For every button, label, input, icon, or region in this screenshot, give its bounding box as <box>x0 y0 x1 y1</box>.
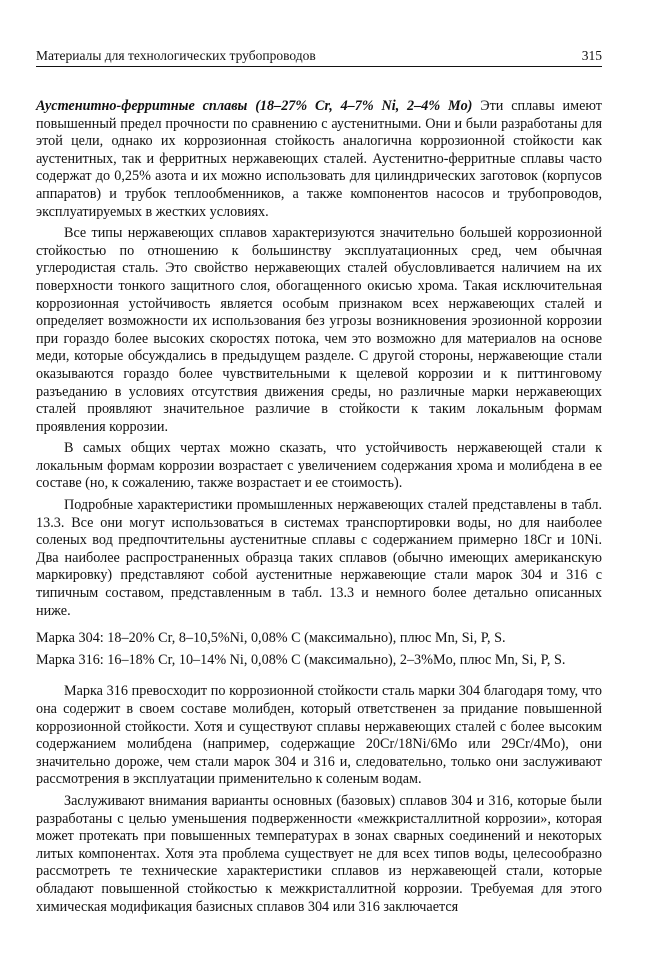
body-text <box>36 98 602 916</box>
paragraph-corrosion-resistance: Все типы нержавеющих сплавов характеризуются значительно большей коррозионной стойкостью по отношению к большинству эксплуатационных сред, чем обычная углеродистая сталь. Это свойство нержавеющих сталей обусловливается наличием на их поверхности тонкого защитного слоя, обогащенного окисью хрома. Такая исключительная коррозионная устойчивость является особым признаком всех нержавеющих сталей и определяет возможности их использования без угрозы возникновения эрозионной коррозии при гораздо более высоких скоростях потока, чем это возможно для материалов на основе меди, которые обсуждались в предыдущем разделе. С другой стороны, нержавеющие стали оказываются гораздо более чувствительными к щелевой коррозии и к питтинговому разъеданию в условиях отсутствия движения среды, но различные марки нержавеющих сталей проявляют значительное различие в стойкости к таким локальным формам проявления коррозии. <box>36 225 602 435</box>
spec-grade-316: Марка 316: 16–18% Cr, 10–14% Ni, 0,08% С (максимально), 2–3%Mo, плюс Mn, Si, P, S. <box>36 651 566 668</box>
paragraph-lead-heading: Аустенитно-ферритные сплавы (18–27% Cr, 4–7% Ni, 2–4% Mo) <box>36 98 473 114</box>
paragraph-grade-316: Марка 316 превосходит по коррозионной стойкости сталь марки 304 благодаря тому, что она содержит в своем составе молибден, который ответственен за придание повышенной коррозионной стойкости. Хотя и существуют сплавы нержавеющих сталей с более высоким содержанием молибдена (например, содержащие 20Cr/18Ni/6Mo или 29Cr/4Mo), они значительно дороже, чем стали марок 304 и 316 и, следовательно, только они заслуживают рассмотрения в эксплуатации применительно к соленым водам. <box>36 683 602 788</box>
running-title: Материалы для технологических трубопроводов <box>36 48 316 63</box>
paragraph-grades-overview: Подробные характеристики промышленных нержавеющих сталей представлены в табл. 13.3. Все они могут использоваться в системах транспортировки воды, но для наиболее соленых вод предпочтительны аустенитные сплавы с содержанием примерно 18Cr и 10Ni. Два наиболее распространенных образца таких сплавов (обычно имеющих американскую маркировку) представляют собой аустенитные нержавеющие стали марок 304 и 316 с типичным составом, представленным в табл. 13.3 и немного более детально описанных ниже. <box>36 497 602 619</box>
paragraph-local-corrosion: В самых общих чертах можно сказать, что устойчивость нержавеющей стали к локальным формам коррозии возрастает с увеличением содержания хрома и молибдена в ее составе (но, к сожалению, также возрастает и ее стоимость). <box>36 440 602 492</box>
spec-grade-304: Марка 304: 18–20% Cr, 8–10,5%Ni, 0,08% С (максимально), плюс Mn, Si, P, S. <box>36 630 506 647</box>
paragraph-intercrystalline: Заслуживают внимания варианты основных (базовых) сплавов 304 и 316, которые были разработаны с целью уменьшения подверженности «межкристаллитной коррозии», которая может протекать при повышенных температурах в зонах сварных соединений и некоторых литых компонентах. Хотя эта проблема существует не для всех типов воды, целесообразно рассмотреть те технические характеристики сплавов из нержавеющей стали, которые обладают повышенной стойкостью к межкристаллитной коррозии. Требуемая для этого химическая модификация базисных сплавов 304 или 316 заключается <box>36 792 602 915</box>
paragraph-austenitic-ferritic <box>36 98 602 221</box>
page-number: 315 <box>581 48 602 63</box>
paragraph-text: Эти сплавы имеют повышенный предел прочности по сравнению с аустенитными. Они и были разработаны для этой цели, однако их коррозионная стойкость аналогична коррозионной стойкости как аустенитных, так и ферритных нержавеющих сталей. Аустенитно-ферритные сплавы часто содержат до 0,25% азота и их можно использовать для цилиндрических заготовок (корпусов аппаратов) и трубок теплообменников, а также компонентов насосов и трубопроводов, эксплуатируемых в жестких условиях. <box>36 98 602 220</box>
grade-specs <box>36 630 602 669</box>
running-header <box>36 46 602 67</box>
